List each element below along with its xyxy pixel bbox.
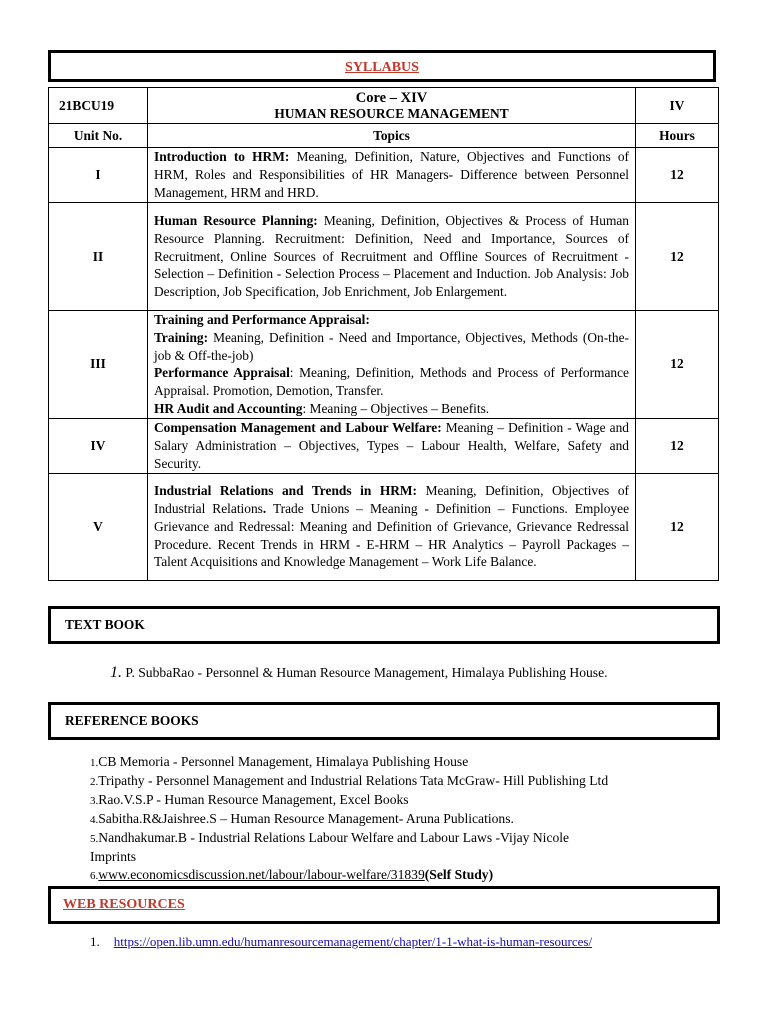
unit-text: Meaning, Definition, Objectives & Process of Human Resource Planning. Recruitment: Definition, Need and Importance, Sources of Recruitment, Online Sources of Recruitment and Offline Sources of Recruitment - Selection – Definition - Selection Process – Placement and Induction. Job Analysis: Job Description, Job Specification, Job Enrichment, Job Enlargement.	[154, 213, 629, 300]
unit-title: Introduction to HRM:	[154, 149, 290, 165]
self-study-label: (Self Study)	[424, 867, 494, 882]
course-type: Core – XIV	[355, 89, 428, 106]
unit-no: V	[49, 473, 148, 580]
header-hours: Hours	[636, 124, 719, 148]
unit-title: Training and Performance Appraisal:	[154, 312, 370, 327]
list-item	[90, 772, 730, 791]
unit-topics	[148, 311, 636, 419]
reference-books-heading: REFERENCE BOOKS	[65, 713, 199, 728]
unit-text: Meaning – Definition - Wage and Salary Administration – Objectives, Types – Labour Health, Welfare, Safety and Security.	[154, 420, 630, 471]
unit-no: I	[49, 148, 148, 203]
unit-hours: 12	[636, 418, 719, 473]
reference-books-list	[90, 753, 730, 885]
unit-text: Trade Unions – Meaning - Definition – Functions. Employee Grievance and Redressal: Meaning and Definition of Grievance, Grievance Redressal Procedure. Recent Trends in HRM - E-HRM – HR Analytics – Payroll Packages – Talent Acquisitions and Knowledge Management – Work Life Balance.	[154, 501, 630, 570]
unit-no: II	[49, 203, 148, 311]
list-item	[90, 753, 730, 772]
list-item-text: Sabitha.R&Jaishree.S – Human Resource Management- Aruna Publications.	[98, 811, 514, 826]
web-resources-heading: WEB RESOURCES	[63, 897, 185, 912]
unit-topics	[148, 473, 636, 580]
list-item-num: 1.	[90, 757, 99, 769]
unit-text-dot: .	[262, 501, 267, 517]
table-row	[49, 418, 719, 473]
unit-topics	[148, 203, 636, 311]
table-row	[49, 203, 719, 311]
text-book-heading-box	[48, 606, 720, 644]
unit-text: : Meaning, Definition, Methods and Process of Performance Appraisal. Promotion, Demotion, Transfer.	[154, 365, 629, 399]
course-semester: IV	[636, 88, 719, 124]
unit-subtitle: Performance Appraisal	[154, 365, 290, 381]
list-item-text: Rao.V.S.P - Human Resource Management, Excel Books	[98, 792, 409, 807]
web-resources-list	[90, 934, 592, 950]
unit-no: IV	[49, 418, 148, 473]
table-header-row	[49, 124, 719, 148]
web-resources-heading-box	[48, 886, 720, 924]
unit-title: Industrial Relations and Trends in HRM:	[154, 483, 418, 499]
unit-topics	[148, 148, 636, 203]
syllabus-table	[48, 87, 719, 581]
unit-no: III	[49, 311, 148, 419]
course-code: 21BCU19	[49, 88, 148, 124]
list-item	[90, 866, 730, 885]
unit-hours: 12	[636, 148, 719, 203]
list-item-num: 3.	[90, 795, 99, 807]
course-name: HUMAN RESOURCE MANAGEMENT	[274, 105, 509, 121]
list-item-text: CB Memoria - Personnel Management, Himalaya Publishing House	[98, 754, 469, 769]
reference-books-heading-box	[48, 702, 720, 740]
syllabus-heading-box	[48, 50, 716, 82]
list-item-text: Tripathy - Personnel Management and Industrial Relations Tata McGraw- Hill Publishing Ltd	[98, 773, 609, 788]
unit-hours: 12	[636, 473, 719, 580]
unit-subtitle: HR Audit and Accounting	[154, 400, 303, 416]
course-row	[49, 88, 719, 124]
text-book-text: P. SubbaRao - Personnel & Human Resource Management, Himalaya Publishing House.	[122, 665, 608, 680]
list-item-num: 4.	[90, 814, 99, 826]
unit-hours: 12	[636, 203, 719, 311]
reference-link[interactable]: www.economicsdiscussion.net/labour/labour-welfare/31839	[98, 867, 425, 882]
unit-text: Meaning, Definition - Need and Importance, Objectives, Methods (On-the-job & Off-the-job)	[154, 329, 629, 363]
header-topics: Topics	[148, 124, 636, 148]
table-row	[49, 311, 719, 419]
list-item-num: 5.	[90, 833, 99, 845]
unit-hours: 12	[636, 311, 719, 419]
list-item	[90, 810, 730, 829]
list-item-num: 6.	[90, 870, 99, 882]
unit-topics	[148, 418, 636, 473]
unit-text: Meaning, Definition, Objectives of Industrial Relations	[154, 483, 629, 517]
text-book-num: 1.	[110, 664, 122, 681]
list-item-continuation	[90, 848, 730, 866]
list-item	[90, 791, 730, 810]
unit-title: Compensation Management and Labour Welfare:	[154, 420, 442, 436]
unit-text: Meaning, Definition, Nature, Objectives and Functions of HRM, Roles and Responsibilities of HR Managers- Difference between Personnel Management, HRM and HRD.	[154, 149, 630, 200]
list-item-text: Nandhakumar.B - Industrial Relations Labour Welfare and Labour Laws -Vijay Nicole	[98, 830, 570, 845]
list-item-num: 1.	[90, 934, 100, 949]
list-item	[90, 829, 730, 848]
course-title-cell	[148, 88, 636, 124]
unit-text: : Meaning – Objectives – Benefits.	[302, 400, 490, 416]
header-unit: Unit No.	[49, 124, 148, 148]
text-book-item	[110, 664, 608, 682]
unit-subtitle: Training:	[154, 329, 209, 345]
table-row	[49, 148, 719, 203]
table-row	[49, 473, 719, 580]
syllabus-heading: SYLLABUS	[345, 60, 419, 75]
list-item-num: 2.	[90, 776, 99, 788]
unit-title: Human Resource Planning:	[154, 213, 318, 228]
list-item-text: Imprints	[90, 849, 137, 864]
web-resource-link[interactable]: https://open.lib.umn.edu/humanresourcemanagement/chapter/1-1-what-is-human-resources/	[113, 934, 593, 949]
text-book-heading: TEXT BOOK	[65, 617, 145, 632]
